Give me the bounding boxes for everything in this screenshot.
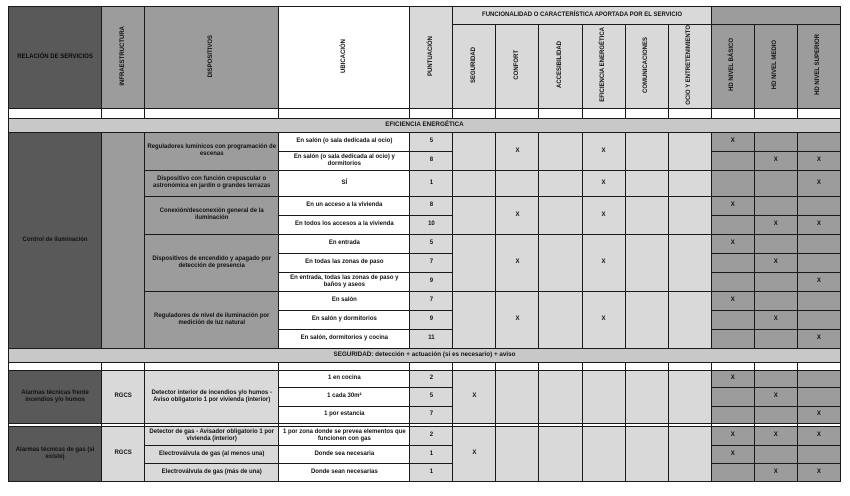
gap-cell	[582, 108, 625, 118]
nivel-medio-cell: X	[754, 151, 797, 170]
ubicacion-cell: 1 en cocina	[279, 370, 410, 387]
header-nivel-medio: HD NIVEL MEDIO	[754, 25, 797, 109]
func-eficiencia-cell	[582, 426, 625, 481]
header-func-eficiencia: EFICIENCIA ENERGÉTICA	[582, 25, 625, 109]
gap-cell	[539, 362, 582, 370]
func-comunicaciones-cell	[625, 132, 668, 170]
dispositivo-electrovalvula-una: Electroválvula de gas (al menos una)	[145, 445, 279, 463]
gap-cell	[145, 362, 279, 370]
dispositivo-deteccion-presencia: Dispositivos de encendido y apagado por detección de presencia	[145, 234, 279, 291]
gap-cell	[797, 108, 840, 118]
ubicacion-cell: En entrada, todas las zonas de paso y baños y aseos	[279, 272, 410, 291]
nivel-basico-cell	[711, 272, 754, 291]
func-eficiencia-cell: X	[582, 234, 625, 291]
func-comunicaciones-cell	[625, 426, 668, 481]
nivel-medio-cell: X	[754, 253, 797, 272]
func-confort-cell: X	[496, 291, 539, 348]
header-func-ocio: OCIO Y ENTRETENIMIENTO	[668, 25, 711, 109]
func-seguridad-cell	[453, 196, 496, 234]
ubicacion-cell: En salón (o sala dedicada al ocio)	[279, 132, 410, 151]
nivel-superior-cell	[797, 132, 840, 151]
func-seguridad-cell	[453, 291, 496, 348]
nivel-superior-cell: X	[797, 463, 840, 481]
nivel-basico-cell: X	[711, 445, 754, 463]
nivel-superior-cell: X	[797, 426, 840, 445]
header-func-comunicaciones: COMUNICACIONES	[625, 25, 668, 109]
func-eficiencia-cell: X	[582, 196, 625, 234]
puntuacion-cell: 1	[410, 445, 453, 463]
nivel-medio-cell	[754, 329, 797, 348]
nivel-medio-cell: X	[754, 215, 797, 234]
gap-cell	[754, 108, 797, 118]
puntuacion-cell: 5	[410, 132, 453, 151]
nivel-superior-cell	[797, 196, 840, 215]
dispositivo-crepuscular: Dispositivo con función crepuscular o astronómica en jardín o grandes terrazas	[145, 170, 279, 196]
ubicacion-cell: Donde sea necesaria	[279, 445, 410, 463]
func-seguridad-cell	[453, 170, 496, 196]
nivel-medio-cell	[754, 406, 797, 423]
servicio-alarmas-incendios: Alarmas técnicas frente incendios y/o humos	[9, 370, 102, 423]
nivel-superior-cell	[797, 387, 840, 406]
puntuacion-cell: 5	[410, 234, 453, 253]
nivel-basico-cell: X	[711, 426, 754, 445]
gap-cell	[754, 362, 797, 370]
gap-cell	[410, 108, 453, 118]
ubicacion-cell: En entrada	[279, 234, 410, 253]
nivel-basico-cell	[711, 310, 754, 329]
nivel-medio-cell	[754, 132, 797, 151]
dispositivo-conexion-general: Conexión/desconexión general de la iluminación	[145, 196, 279, 234]
gap-cell	[625, 362, 668, 370]
func-seguridad-cell: X	[453, 370, 496, 423]
nivel-medio-cell	[754, 445, 797, 463]
func-seguridad-cell	[453, 234, 496, 291]
infraestructura-rgcs: RGCS	[102, 426, 145, 481]
func-comunicaciones-cell	[625, 196, 668, 234]
puntuacion-cell: 10	[410, 215, 453, 234]
func-accesibilidad-cell	[539, 234, 582, 291]
func-ocio-cell	[668, 234, 711, 291]
func-seguridad-cell	[453, 132, 496, 170]
func-accesibilidad-cell	[539, 370, 582, 423]
func-accesibilidad-cell	[539, 170, 582, 196]
nivel-superior-cell	[797, 370, 840, 387]
puntuacion-cell: 2	[410, 426, 453, 445]
gap-cell	[711, 108, 754, 118]
gap-cell	[145, 108, 279, 118]
ubicacion-cell: 1 cada 30m²	[279, 387, 410, 406]
header-func-accesibilidad: ACCESIBILIDAD	[539, 25, 582, 109]
gap-cell	[668, 362, 711, 370]
nivel-medio-cell: X	[754, 387, 797, 406]
gap-cell	[668, 108, 711, 118]
nivel-basico-cell	[711, 170, 754, 196]
gap-cell	[582, 362, 625, 370]
services-table	[8, 6, 841, 482]
ubicacion-cell: En salón, dormitorios y cocina	[279, 329, 410, 348]
func-ocio-cell	[668, 426, 711, 481]
gap-cell	[711, 362, 754, 370]
nivel-medio-cell: X	[754, 426, 797, 445]
nivel-medio-cell	[754, 291, 797, 310]
func-comunicaciones-cell	[625, 370, 668, 423]
ubicacion-cell: En salón	[279, 291, 410, 310]
dispositivo-detector-gas: Detector de gas - Avisador obligatorio 1 por vivienda (interior)	[145, 426, 279, 445]
puntuacion-cell: 9	[410, 272, 453, 291]
header-funcionalidad: FUNCIONALIDAD O CARACTERÍSTICA APORTADA POR EL SERVICIO	[453, 7, 711, 25]
nivel-medio-cell	[754, 234, 797, 253]
func-accesibilidad-cell	[539, 426, 582, 481]
gap-cell	[453, 108, 496, 118]
nivel-superior-cell	[797, 253, 840, 272]
nivel-superior-cell	[797, 234, 840, 253]
gap-cell	[279, 362, 410, 370]
func-accesibilidad-cell	[539, 196, 582, 234]
header-puntuacion: PUNTUACIÓN	[410, 7, 453, 109]
ubicacion-cell: En salón y dormitorios	[279, 310, 410, 329]
puntuacion-cell: 1	[410, 170, 453, 196]
ubicacion-cell: 1 por zona donde se prevea elementos que funcionen con gas	[279, 426, 410, 445]
nivel-superior-cell: X	[797, 406, 840, 423]
ubicacion-cell: En salón (o sala dedicada al ocio) y dormitorios	[279, 151, 410, 170]
header-nivel-basico: HD NIVEL BÁSICO	[711, 25, 754, 109]
func-comunicaciones-cell	[625, 170, 668, 196]
gap-cell	[102, 362, 145, 370]
infraestructura-rgcs: RGCS	[102, 370, 145, 423]
puntuacion-cell: 11	[410, 329, 453, 348]
puntuacion-cell: 7	[410, 406, 453, 423]
nivel-superior-cell: X	[797, 151, 840, 170]
nivel-superior-cell: X	[797, 272, 840, 291]
header-func-seguridad: SEGURIDAD	[453, 25, 496, 109]
puntuacion-cell: 5	[410, 387, 453, 406]
dispositivo-electrovalvula-varias: Electroválvula de gas (más de una)	[145, 463, 279, 481]
servicio-alarmas-gas: Alarmas técnicas de gas (si existe)	[9, 426, 102, 481]
section-seguridad: SEGURIDAD: detección + actuación (si es necesario) + aviso	[9, 348, 841, 362]
nivel-basico-cell	[711, 253, 754, 272]
gap-cell	[410, 362, 453, 370]
puntuacion-cell: 2	[410, 370, 453, 387]
func-ocio-cell	[668, 196, 711, 234]
puntuacion-cell: 8	[410, 151, 453, 170]
nivel-superior-cell: X	[797, 215, 840, 234]
nivel-basico-cell: X	[711, 196, 754, 215]
func-accesibilidad-cell	[539, 291, 582, 348]
header-dispositivos: DISPOSITIVOS	[145, 7, 279, 109]
nivel-basico-cell: X	[711, 234, 754, 253]
nivel-basico-cell	[711, 406, 754, 423]
puntuacion-cell: 7	[410, 253, 453, 272]
func-confort-cell: X	[496, 132, 539, 170]
func-ocio-cell	[668, 170, 711, 196]
func-ocio-cell	[668, 370, 711, 423]
servicio-control-iluminacion: Control de iluminación	[9, 132, 102, 348]
nivel-basico-cell: X	[711, 132, 754, 151]
nivel-superior-cell	[797, 310, 840, 329]
func-confort-cell: X	[496, 196, 539, 234]
gap-cell	[279, 108, 410, 118]
func-accesibilidad-cell	[539, 132, 582, 170]
func-eficiencia-cell: X	[582, 132, 625, 170]
nivel-basico-cell: X	[711, 291, 754, 310]
gap-cell	[625, 108, 668, 118]
header-relacion: RELACIÓN DE SERVICIOS	[9, 7, 102, 109]
func-ocio-cell	[668, 291, 711, 348]
header-infraestructura: INFRAESTRUCTURA	[102, 7, 145, 109]
gap-cell	[539, 108, 582, 118]
gap-cell	[453, 362, 496, 370]
nivel-basico-cell	[711, 215, 754, 234]
func-eficiencia-cell: X	[582, 291, 625, 348]
func-comunicaciones-cell	[625, 234, 668, 291]
nivel-medio-cell	[754, 272, 797, 291]
infraestructura-cell	[102, 132, 145, 348]
ubicacion-cell: SÍ	[279, 170, 410, 196]
dispositivo-medicion-luz-natural: Reguladores de nivel de iluminación por medición de luz natural	[145, 291, 279, 348]
dispositivo-reguladores-luminicos: Reguladores lumínicos con programación de escenas	[145, 132, 279, 170]
puntuacion-cell: 9	[410, 310, 453, 329]
header-niveles-blank	[711, 7, 840, 25]
gap-cell	[9, 362, 102, 370]
func-eficiencia-cell	[582, 370, 625, 423]
nivel-medio-cell: X	[754, 310, 797, 329]
header-func-confort: CONFORT	[496, 25, 539, 109]
func-seguridad-cell: X	[453, 426, 496, 481]
ubicacion-cell: En un acceso a la vivienda	[279, 196, 410, 215]
nivel-superior-cell: X	[797, 170, 840, 196]
func-ocio-cell	[668, 132, 711, 170]
ubicacion-cell: 1 por estancia	[279, 406, 410, 423]
puntuacion-cell: 8	[410, 196, 453, 215]
nivel-superior-cell	[797, 291, 840, 310]
gap-cell	[797, 362, 840, 370]
func-confort-cell: X	[496, 234, 539, 291]
header-ubicacion: UBICACIÓN	[279, 7, 410, 109]
func-eficiencia-cell: X	[582, 170, 625, 196]
nivel-basico-cell	[711, 387, 754, 406]
nivel-medio-cell	[754, 170, 797, 196]
nivel-basico-cell	[711, 151, 754, 170]
nivel-medio-cell	[754, 196, 797, 215]
nivel-basico-cell	[711, 329, 754, 348]
func-comunicaciones-cell	[625, 291, 668, 348]
section-eficiencia: EFICIENCIA ENERGÉTICA	[9, 118, 841, 132]
nivel-medio-cell	[754, 370, 797, 387]
nivel-basico-cell	[711, 463, 754, 481]
nivel-superior-cell	[797, 445, 840, 463]
nivel-medio-cell: X	[754, 463, 797, 481]
header-nivel-superior: HD NIVEL SUPERIOR	[797, 25, 840, 109]
ubicacion-cell: Donde sean necesarias	[279, 463, 410, 481]
nivel-basico-cell: X	[711, 370, 754, 387]
func-confort-cell	[496, 426, 539, 481]
func-confort-cell	[496, 170, 539, 196]
func-confort-cell	[496, 370, 539, 423]
gap-cell	[102, 108, 145, 118]
gap-cell	[496, 362, 539, 370]
gap-cell	[496, 108, 539, 118]
dispositivo-detector-incendios: Detector interior de incendios y/o humos - Aviso obligatorio 1 por vivienda (interior)	[145, 370, 279, 423]
ubicacion-cell: En todos los accesos a la vivienda	[279, 215, 410, 234]
gap-cell	[9, 108, 102, 118]
puntuacion-cell: 1	[410, 463, 453, 481]
ubicacion-cell: En todas las zonas de paso	[279, 253, 410, 272]
nivel-superior-cell: X	[797, 329, 840, 348]
puntuacion-cell: 7	[410, 291, 453, 310]
